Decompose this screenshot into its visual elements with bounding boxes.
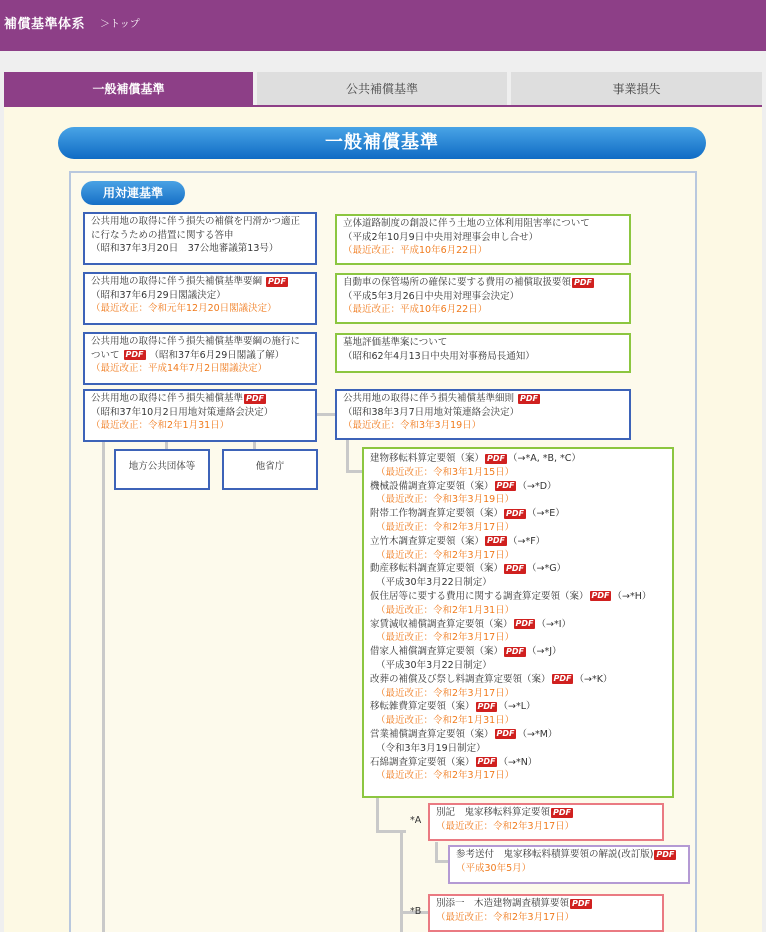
doc-title: 自動車の保管場所の確保に要する費用の補償取扱要領 [343, 277, 572, 288]
guideline-item[interactable] [370, 507, 666, 521]
guideline-item[interactable] [370, 480, 666, 494]
guideline-revision: （最近改正：令和2年1月31日） [376, 715, 515, 727]
guideline-item[interactable] [370, 756, 666, 770]
pdf-icon[interactable]: PDF [487, 453, 505, 463]
doc-date: （昭和62年4月13日中央用対事務局長通知） [343, 350, 535, 362]
guideline-item[interactable] [370, 452, 666, 466]
guideline-title: 建物移転料算定要領（案） [370, 453, 485, 464]
guideline-title: 石綿調査算定要領（案） [370, 756, 475, 768]
doc-title: 公共用地の取得に伴う損失補償基準要綱 [91, 276, 263, 287]
guideline-item[interactable] [370, 700, 666, 714]
page-banner: 一般補償基準 [58, 127, 706, 159]
doc-box-standards-outline[interactable] [83, 272, 317, 325]
pdf-icon[interactable]: PDF [591, 591, 610, 601]
connector-line [102, 441, 105, 932]
guideline-revision: （最近改正：令和2年3月17日） [376, 770, 515, 782]
doc-box-3d-road[interactable] [335, 214, 631, 265]
doc-date: （昭和38年3月7日用地対策連絡会決定） [343, 406, 520, 418]
guideline-title: 営業補償調査算定要領（案） [370, 728, 494, 740]
guideline-revision: （最近改正：令和3年3月19日） [376, 494, 515, 506]
doc-title: 参考送付 鬼家移転料積算要領の解説(改訂版) [456, 849, 654, 860]
doc-title: 公共用地の取得に伴う損失の補償を円滑かつ適正 [91, 216, 301, 227]
breadcrumb-top[interactable]: ＞トップ [100, 19, 140, 30]
doc-title: 別記 鬼家移転料算定要領 [436, 807, 551, 818]
doc-title: 公共用地の取得に伴う損失補償基準細則 [343, 393, 515, 404]
pdf-icon[interactable]: PDF [506, 508, 524, 518]
pdf-icon[interactable]: PDF [268, 276, 287, 286]
doc-revision: （最近改正：平成10年6月22日） [343, 245, 488, 256]
site-title[interactable]: 補償基準体系 [4, 17, 86, 32]
pdf-icon[interactable]: PDF [553, 674, 572, 684]
pdf-icon[interactable]: PDF [496, 729, 515, 739]
doc-title: 公共用地の取得に伴う損失補償基準 [91, 393, 244, 404]
connector-line [346, 440, 349, 472]
doc-title: 別添一 木造建物調査積算要領 [436, 898, 570, 909]
guideline-revision: （最近改正：令和2年1月31日） [376, 604, 515, 616]
guideline-revision: （最近改正：令和2年3月17日） [376, 521, 515, 533]
guideline-reference: （→*F） [507, 535, 546, 547]
local-government-link[interactable]: 地方公共団体等 [114, 449, 210, 490]
guideline-item[interactable] [370, 590, 666, 604]
tab-public-compensation[interactable]: 公共補償基準 [257, 72, 507, 106]
doc-date: （昭和37年6月29日閣議了解） [149, 349, 285, 361]
doc-box-outline-enforcement[interactable] [83, 332, 317, 385]
doc-title: に行なうための措置に関する答申 [91, 229, 234, 241]
doc-title: ついて [91, 349, 120, 361]
guideline-date: （平成30年3月22日制定） [376, 659, 492, 671]
doc-revision: （最近改正：令和3年3月19日） [343, 420, 482, 431]
doc-revision: （最近改正：令和2年3月17日） [436, 911, 575, 923]
tab-general-compensation[interactable]: 一般補償基準 [4, 72, 253, 106]
connector-line [376, 797, 379, 833]
doc-date: （昭和37年6月29日閣議決定） [91, 289, 226, 301]
doc-revision: （最近改正：平成10年6月22日） [343, 304, 488, 315]
doc-box-detailed-rules[interactable] [335, 389, 631, 440]
pdf-icon[interactable]: PDF [572, 898, 590, 908]
guideline-date: （平成30年3月22日制定） [376, 577, 492, 589]
doc-date: （平成30年5月） [456, 862, 532, 874]
guideline-revision: （最近改正：令和2年3月17日） [376, 687, 515, 699]
pdf-icon[interactable]: PDF [506, 646, 524, 656]
guideline-revision: （最近改正：令和3年1月15日） [376, 466, 515, 478]
guideline-item[interactable] [370, 562, 666, 576]
guideline-title: 改葬の補償及び祭し料調査算定要領（案） [370, 673, 551, 685]
calculation-guidelines-list [362, 447, 674, 798]
guideline-title: 立竹木調査算定要領（案） [370, 535, 485, 547]
pdf-icon[interactable]: PDF [515, 619, 534, 629]
pdf-icon[interactable]: PDF [477, 701, 496, 711]
guideline-item[interactable] [370, 645, 666, 659]
tab-bar [4, 72, 762, 106]
guideline-reference: （→*J） [526, 646, 562, 658]
guideline-revision: （最近改正：令和2年3月17日） [376, 549, 515, 561]
pdf-icon[interactable]: PDF [246, 393, 264, 403]
doc-title: 公共用地の取得に伴う損失補償基準要綱の施行に [91, 336, 301, 347]
doc-date: （平成2年10月9日中央用対理事会申し合せ） [343, 231, 539, 243]
connector-line [317, 413, 335, 416]
header-bar [0, 0, 766, 51]
doc-box-demolition-guide[interactable] [428, 803, 664, 841]
guideline-title: 家賃減収補償調査算定要領（案） [370, 618, 513, 630]
doc-box-loss-standards[interactable] [83, 389, 317, 442]
doc-box-wooden-building[interactable] [428, 894, 664, 932]
pdf-icon[interactable]: PDF [553, 807, 571, 817]
pdf-icon[interactable]: PDF [487, 536, 505, 546]
doc-box-cemetery[interactable] [335, 333, 631, 373]
doc-date: （昭和37年3月20日 37公地審議第13号） [91, 243, 279, 254]
guideline-title: 移転雑費算定要領（案） [370, 701, 475, 713]
pdf-icon[interactable]: PDF [496, 481, 515, 491]
guideline-item[interactable] [370, 673, 666, 687]
connector-line [400, 830, 403, 932]
guideline-reference: （→*N） [498, 756, 538, 768]
section-label: 用対連基準 [81, 181, 185, 205]
guideline-title: 借家人補償調査算定要領（案） [370, 646, 504, 658]
doc-box-parking[interactable] [335, 273, 631, 324]
guideline-reference: （→*K） [574, 673, 613, 685]
doc-revision: （最近改正：平成14年7月2日閣議決定） [91, 363, 268, 374]
guideline-revision: （最近改正：令和2年3月17日） [376, 632, 515, 644]
guideline-title: 仮住居等に要する費用に関する調査算定要領（案） [370, 590, 589, 602]
guideline-reference: （→*L） [498, 701, 536, 713]
doc-date: （昭和37年10月2日用地対策連絡会決定） [91, 406, 274, 418]
guideline-reference: （→*D） [517, 480, 557, 492]
guideline-item[interactable] [370, 618, 666, 632]
pdf-icon[interactable]: PDF [574, 277, 592, 287]
doc-date: （平成5年3月26日中央用対理事会決定） [343, 290, 520, 302]
guideline-item[interactable] [370, 728, 666, 742]
connector-line [435, 860, 449, 863]
tab-business-loss[interactable]: 事業損失 [511, 72, 762, 106]
doc-box-report[interactable] [83, 212, 317, 265]
pdf-icon[interactable]: PDF [656, 849, 675, 859]
guideline-reference: （→*G） [526, 563, 567, 575]
guideline-reference: （→*M） [517, 728, 558, 740]
guideline-title: 附帯工作物調査算定要領（案） [370, 508, 504, 520]
doc-box-demolition-commentary[interactable] [448, 845, 690, 884]
connector-line [435, 842, 438, 862]
doc-revision: （最近改正：令和元年12月20日閣議決定） [91, 303, 277, 314]
guideline-reference: （→*A, *B, *C） [507, 453, 581, 464]
pdf-icon[interactable]: PDF [520, 393, 539, 403]
guideline-reference: （→*I） [536, 618, 571, 630]
ref-marker-a: *A [410, 815, 422, 826]
guideline-reference: （→*E） [526, 508, 565, 520]
pdf-icon[interactable]: PDF [506, 563, 524, 573]
doc-title: 立体道路制度の創設に伴う土地の立体利用阻害率について [343, 218, 590, 229]
doc-title: 墓地評価基準案について [343, 337, 448, 348]
guideline-item[interactable] [370, 535, 666, 549]
guideline-reference: （→*H） [612, 590, 652, 602]
pdf-icon[interactable]: PDF [125, 350, 144, 359]
other-ministries-link[interactable]: 他省庁 [222, 449, 318, 490]
guideline-title: 機械設備調査算定要領（案） [370, 480, 494, 492]
doc-revision: （最近改正：令和2年1月31日） [91, 420, 230, 431]
doc-revision: （最近改正：令和2年3月17日） [436, 820, 575, 832]
ref-marker-b: *B [410, 906, 422, 917]
pdf-icon[interactable]: PDF [477, 757, 496, 767]
guideline-date: （令和3年3月19日制定） [376, 742, 486, 754]
guideline-title: 動産移転料調査算定要領（案） [370, 563, 504, 575]
